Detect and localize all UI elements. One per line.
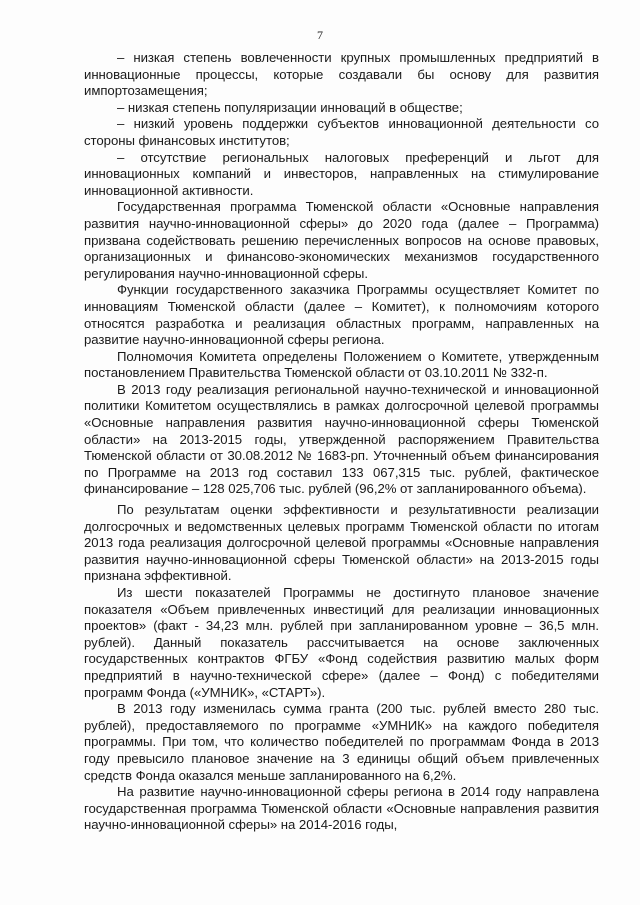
paragraph-bullet-2: – низкая степень популяризации инноваций в обществе; — [117, 99, 463, 115]
paragraph-2014-program: На развитие научно-инновационной сферы региона в 2014 году направлена государственная программа Тюменской области «Основные направления развития научно-инновационной сферы» на 2014-2016 годы, — [84, 784, 599, 833]
document-body — [84, 50, 599, 834]
paragraph-bullet-1: – низкая степень вовлеченности крупных промышленных предприятий в инновационные процессы, которые создавали бы основу для развития импортозамещения; — [84, 50, 599, 99]
paragraph-indicators: Из шести показателей Программы не достигнуто плановое значение показателя «Объем привлеченных инвестиций для реализации инновационных проектов» (факт - 34,23 млн. рублей при запланированном уровне – 36,5 млн. рублей). Данный показатель рассчитывается на основе заключенных государственных контрактов ФГБУ «Фонд содействия развитию малых форм предприятий в научно-технической сфере» (далее – Фонд) с победителями программ Фонда («УМНИК», «СТАРТ»). — [84, 585, 599, 700]
paragraph-2013-implementation: В 2013 году реализация региональной научно-технической и инновационной политики Комитетом осуществлялись в рамках долгосрочной целевой программы «Основные направления развития научно-инновационной сферы Тюменской области» на 2013-2015 годы, утвержденной распоряжением Правительства Тюменской области от 30.08.2012 № 1683-рп. Уточненный объем финансирования по Программе на 2013 год составил 133 067,315 тыс. рублей, фактическое финансирование – 128 025,706 тыс. рублей (96,2% от запланированного объема). — [84, 381, 599, 497]
paragraph-committee-powers: Полномочия Комитета определены Положением о Комитете, утвержденным постановлением Правительства Тюменской области от 03.10.2011 № 332-п. — [84, 348, 599, 381]
paragraph-efficiency-results: По результатам оценки эффективности и результативности реализации долгосрочных и ведомственных целевых программ Тюменской области по итогам 2013 года реализация долгосрочной целевой программы «Основные направления развития научно-инновационной сферы Тюменской области» на 2013-2015 годы признана эффективной. — [84, 502, 599, 584]
paragraph-grant-change: В 2013 году изменилась сумма гранта (200 тыс. рублей вместо 280 тыс. рублей), предоставляемого по программе «УМНИК» на каждого победителя программы. При том, что количество победителей по программам Фонда в 2013 году превысило плановое значение на 3 единицы общий объем привлеченных средств Фонда оказался меньше запланированного на 6,2%. — [84, 701, 599, 783]
paragraph-customer-functions: Функции государственного заказчика Программы осуществляет Комитет по инновациям Тюменской области (далее – Комитет), к полномочиям которого относятся разработка и реализация областных программ, направленных на развитие научно-инновационной сферы региона. — [84, 282, 599, 348]
paragraph-bullet-4: – отсутствие региональных налоговых преференций и льгот для инновационных компаний и инвесторов, направленных на стимулирование инновационной активности. — [84, 149, 599, 198]
page-number: 7 — [317, 28, 323, 42]
paragraph-program-purpose: Государственная программа Тюменской области «Основные направления развития научно-инновационной сферы» до 2020 года (далее – Программа) призвана содействовать решению перечисленных вопросов на основе правовых, организационных и финансово-экономических механизмов государственного регулирования научно-инновационной сферы. — [84, 199, 599, 281]
paragraph-bullet-3: – низкий уровень поддержки субъектов инновационной деятельности со стороны финансовых институтов; — [84, 116, 599, 148]
